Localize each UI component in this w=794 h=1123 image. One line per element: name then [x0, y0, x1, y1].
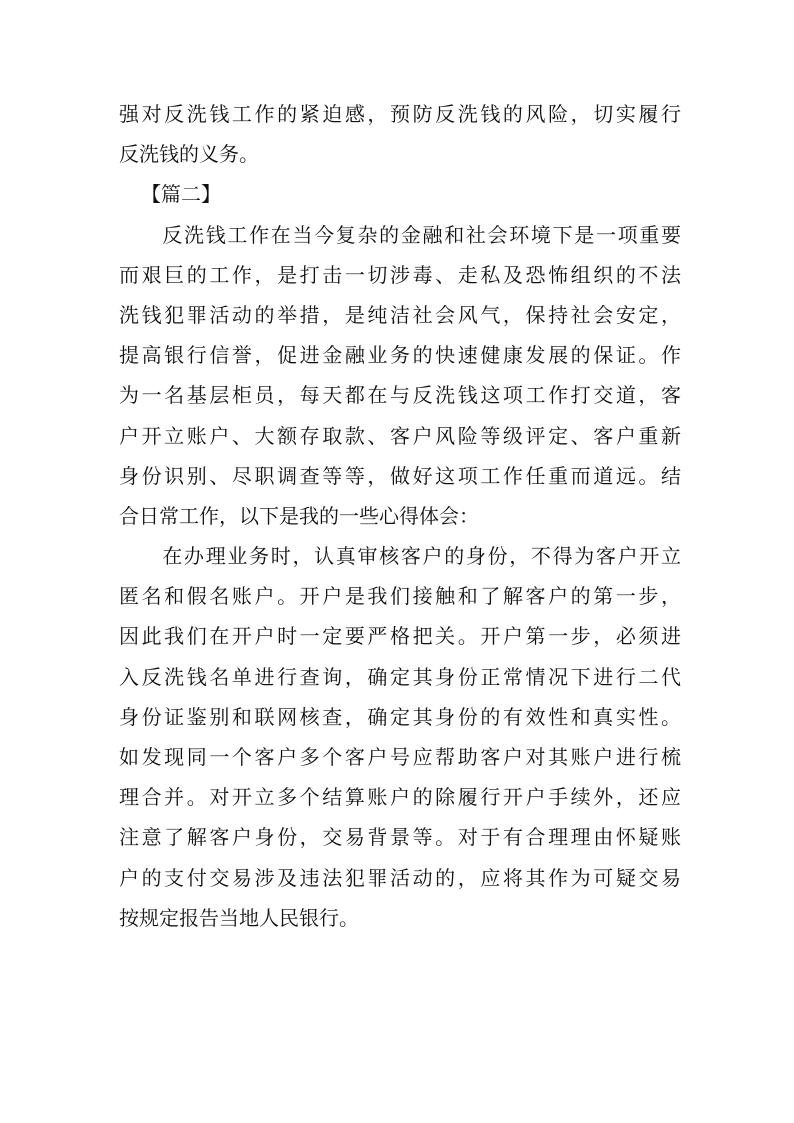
text-line: 反洗钱工作在当今复杂的金融和社会环境下是一项重要 [119, 222, 681, 247]
text-line: 合日常工作，以下是我的一些心得体会： [119, 503, 479, 528]
text-line: 匿名和假名账户。开户是我们接触和了解客户的第一步， [119, 584, 681, 609]
text-line: 反洗钱的义务。 [119, 142, 259, 167]
text-line: 注意了解客户身份，交易背景等。对于有合理理由怀疑账 [119, 825, 681, 850]
text-line: 为一名基层柜员，每天都在与反洗钱这项工作打交道，客 [119, 383, 681, 408]
paragraph-intro [119, 215, 681, 537]
text-line: 身份识别、尽职调查等等，做好这项工作任重而道远。结 [119, 463, 681, 488]
paragraph-account-review [119, 536, 681, 938]
text-line: 因此我们在开户时一定要严格把关。开户第一步，必须进 [119, 624, 681, 649]
text-line: 理合并。对开立多个结算账户的除履行开户手续外，还应 [119, 785, 681, 810]
text-line: 入反洗钱名单进行查询，确定其身份正常情况下进行二代 [119, 664, 681, 689]
text-line: 在办理业务时，认真审核客户的身份，不得为客户开立 [119, 544, 681, 569]
text-line: 提高银行信誉，促进金融业务的快速健康发展的保证。作 [119, 343, 681, 368]
text-line: 户开立账户、大额存取款、客户风险等级评定、客户重新 [119, 423, 681, 448]
paragraph-continuation [119, 94, 681, 174]
text-line: 而艰巨的工作，是打击一切涉毒、走私及恐怖组织的不法 [119, 262, 681, 287]
text-line: 洗钱犯罪活动的举措，是纯洁社会风气，保持社会安定， [119, 302, 681, 327]
document-body [119, 94, 681, 938]
text-line: 如发现同一个客户多个客户号应帮助客户对其账户进行梳 [119, 745, 681, 769]
text-line: 强对反洗钱工作的紧迫感，预防反洗钱的风险，切实履行 [119, 102, 681, 126]
section-heading [119, 174, 681, 214]
section-heading-text: 【篇二】 [141, 182, 221, 207]
text-line: 身份证鉴别和联网核查，确定其身份的有效性和真实性。 [119, 704, 681, 729]
text-line: 按规定报告当地人民银行。 [119, 905, 359, 930]
text-line: 户的支付交易涉及违法犯罪活动的，应将其作为可疑交易 [119, 865, 681, 890]
